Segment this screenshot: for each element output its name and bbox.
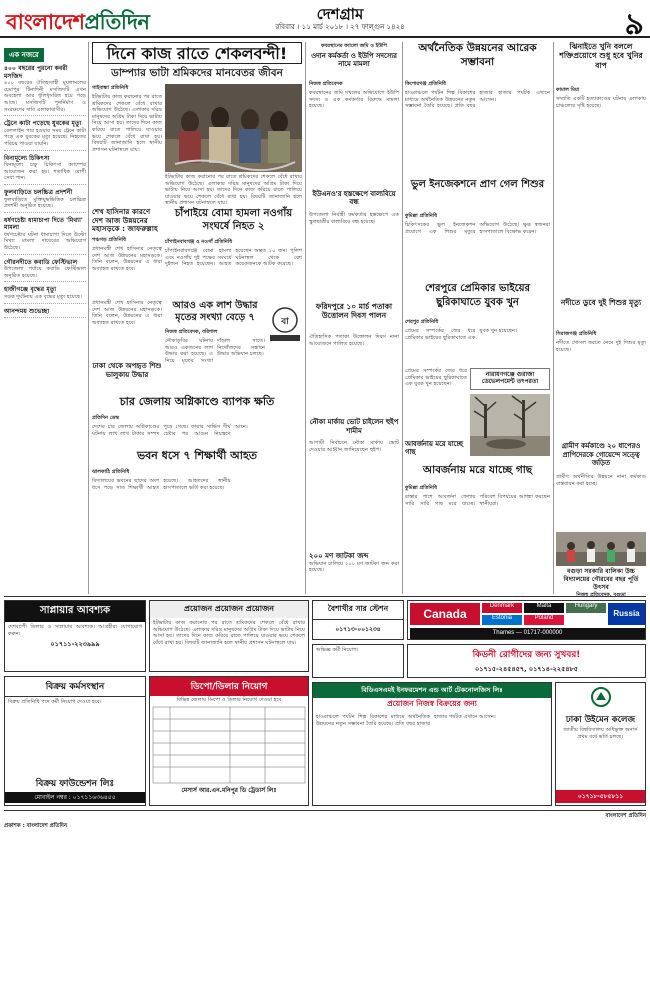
bogura-story[interactable] (556, 568, 646, 594)
lead-photo (165, 84, 302, 172)
ads-divider (4, 596, 646, 597)
lash-headline: আরও এক লাশ উদ্ধার মৃতের সংখ্যা বেড়ে ৭ (172, 300, 258, 323)
page-number: ৯ (624, 7, 644, 42)
ad-misc[interactable]: অভিজ্ঞ কর্মী নিয়োগ। (312, 644, 404, 678)
lead-subheadline-box (92, 66, 302, 82)
ad-supplier[interactable]: সাপ্লায়ার আবশ্যক দেশব্যাপী ডিলার ও সাপ্লায়ার আবশ্যক। আগ্রহীরা যোগাযোগ করুন। ০১৭১১-২২৩৯৯৯ (4, 600, 146, 672)
bhobon-story[interactable] (92, 446, 302, 466)
ek-nojore-item-body: বিনামূল্যে চক্ষু চিকিৎসা ক্যাম্পের আয়োজন করা হয়। শতাধিক রোগী সেবা পান। (4, 162, 86, 182)
agun-body-box: প্রতিদিন ডেস্ক দেশের চার জেলায় অগ্নিকাণ্ডের ঘটনায় লাখ লাখ টাকার সম্পদ পুড়ে গেছে। ফায়ার সার্ভিস দীর্ঘ চেষ্টার পর আগুন নিয়ন্ত্রণে আনে। (92, 415, 248, 437)
bogura-photo (556, 532, 646, 566)
tree-photo (470, 394, 550, 456)
ek-nojore-item-body: সড়ক দুর্ঘটনায় এক বৃদ্ধের মৃত্যু হয়েছে। (4, 294, 82, 301)
masthead (0, 0, 650, 42)
orthoniti-story[interactable] (405, 42, 550, 78)
ek-nojore-item-headline: আনন্দময় শুভেচ্ছা (4, 307, 50, 315)
brand-logo[interactable] (6, 6, 149, 41)
ad-bikroy-title: বিক্রয় কর্মসংস্থান (5, 677, 145, 697)
ek-nojore-item[interactable] (4, 65, 86, 116)
lead-headline: দিনে কাজ রাতে শেকলবন্দী! (106, 44, 288, 63)
agun-story[interactable] (92, 392, 302, 412)
aborjona-body-box: কুমিল্লা প্রতিনিধি রাস্তার পাশে আবর্জনা ফেলায় সারি সারি গাছ মরে যাচ্ছে। পরিবেশ বিপর্যয়ের আশঙ্কা করছেন স্থানীয়রা। (405, 485, 550, 507)
ad-solution[interactable]: বৈশাখীর সার স্টেশন ০১৭১৩-০০১২৩৪ (312, 600, 404, 640)
injection-story[interactable] (405, 178, 550, 210)
injection-body-box: কুমিল্লা প্রতিনিধি চিকিৎসকের ভুল ইনজেকশন প্রয়োগে এক শিশুর মৃত্যুর অভিযোগ উঠেছে। ক্ষুব্ধ স্বজনরা হাসপাতালে বিক্ষোভ করেন। (405, 213, 550, 235)
jatka-story[interactable]: ২০০ মণ জাটকা জব্দ অভিযান চালিয়ে ২০০ মণ জাটকা জব্দ করা হয়েছে। (309, 552, 399, 574)
grameen-body-box: গ্রামীণ অর্থনীতির উন্নয়নে নানা কর্মকাণ্ড বাস্তবায়ন করা হচ্ছে। (556, 474, 646, 487)
chapai-body-box: চাঁপাইনবাবগঞ্জ ও নওগাঁ প্রতিনিধি চাঁপাইনবাবগঞ্জে বোমা হামলা এবং নওগাঁয় দুই পক্ষের সংঘর্ষে দুইজন নিহত হয়েছেন। আহত হয়েছেন অন্তত ১০ জন। পুলিশ ঘটনাস্থল থেকে বেশ কয়েকজনকে আটক করেছে। (165, 239, 302, 268)
ek-nojore-item[interactable] (4, 259, 86, 283)
college-logo (556, 683, 645, 715)
nouka-story[interactable]: নৌকা মার্কায় ভোট চাইলেন হুইপ শামীম (309, 418, 399, 435)
aborjona-story[interactable]: আবর্জনায় মরে যাচ্ছে গাছ (405, 440, 463, 457)
footer (4, 812, 646, 829)
ad-bikroy-footer: বিক্রয় ফাউন্ডেশন লিঃ (35, 779, 115, 789)
hasina-story[interactable] (92, 208, 162, 234)
jhinaigati-body-box: কামাল মিয়া সম্প্রতি একটি হত্যাকাণ্ডের ঘটনায় এলাকায় চাঞ্চল্যের সৃষ্টি হয়েছে। (556, 87, 646, 109)
chapai-story[interactable] (165, 208, 302, 236)
ek-nojore-column (4, 42, 86, 592)
ad-dhaka-women[interactable]: ঢাকা উইমেন কলেজ জাতীয় বিশ্ববিদ্যালয় অধিভুক্ত অনার্স প্রথম বর্ষে ভর্তি চলছে। ০১৭১৮-৫৮৫৮১১ (555, 682, 646, 806)
lead-body-right: ইটভাটায় কাজ করানোর পর রাতে শ্রমিকদের শেকলে বেঁধে রাখার অভিযোগ উঠেছে। এলাকার দরিদ্র মানুষদের অগ্রিম টাকা দিয়ে ভাটায় নিয়ে আসা হয়। তাদের দিনে কাজ করিয়ে রাতে পালিয়ে যাওয়ার ভয়ে শেকলে বেঁধে রাখা হয়। বিষয়টি জানাজানি হলে স্থানীয় প্রশাসন ঘটনাস্থলে যায়। (165, 174, 302, 207)
lash-logo (268, 305, 302, 343)
ek-nojore-item-headline: গৌরনদীতে কবাডি ফেস্টিভাল (4, 258, 78, 266)
dhaka-shishu-story[interactable]: ঢাকা থেকে অপহৃত শিশু ভালুকায় উদ্ধার (92, 362, 162, 379)
kabor-headline: ওদান কর্মকর্তা ও ইউপি সদস্যের নামে মামলা (311, 52, 397, 69)
agun-headline: চার জেলায় অগ্নিকাণ্ডে ব্যাপক ক্ষতি (119, 395, 275, 408)
ek-nojore-item-headline: বিনামূল্যে চিকিৎসা (4, 154, 50, 162)
orthoniti-body-box: কিশোরগঞ্জ প্রতিনিধি হাওরাঞ্চলে পর্যটন শিল্প বিকাশের মাধ্যমে অর্থনৈতিক উন্নয়নের নতুন সম্ভাবনা তৈরি হয়েছে। প্রতি বছর হাজার হাজার পর্যটক এখানে আসেন। (405, 81, 550, 110)
footer-right: বাংলাদেশ প্রতিদিন (605, 813, 646, 819)
column-divider (553, 42, 554, 594)
nodi-story[interactable] (556, 298, 646, 328)
ukil-body-box: উপজেলা নির্বাহী কর্মকর্তার হস্তক্ষেপে এক স্কুলছাত্রীর বাল্যবিয়ে বন্ধ হয়েছে। (309, 212, 399, 225)
nouka-body-box: আগামী নির্বাচনে নৌকা মার্কায় ভোট দেওয়ার আহ্বান জানিয়েছেন হুইপ। (309, 440, 399, 453)
ek-nojore-item-headline: ট্রেনে কাটা পড়েছে যুবকের মৃত্যু (4, 120, 82, 128)
faridpur-body-box: ঐতিহাসিক পতাকা উত্তোলন দিবস নানা আয়োজনে পালিত হয়েছে। (309, 334, 399, 347)
ek-nojore-tag: এক নজরে (4, 48, 44, 62)
kabor-body-box: নিজস্ব প্রতিবেদক কবরস্থানের জমি দখলের অভিযোগে ইউপি সদস্য ও এক কর্মকর্তার বিরুদ্ধে মামলা হয়েছে। (309, 81, 399, 110)
column-divider (402, 42, 403, 594)
ad-bikroy-phone: মোবাইল নম্বর : ০১৭১১৬৩৬৪৫৫ (5, 792, 145, 803)
bhobon-headline: ভবন ধসে ৭ শিক্ষার্থী আহত (136, 449, 258, 462)
footer-left: প্রকাশক : বাংলাদেশ প্রতিদিন (4, 823, 68, 829)
ad-kidney-title: কিডনী রোগীদের জন্য সুখবর! (472, 650, 581, 660)
nodi-headline: নদীতে ডুবে দুই শিশুর মৃত্যু (560, 298, 642, 307)
ek-nojore-item-headline: ৪০০ বছরের পুরনো কবরী মসজিদ (4, 65, 68, 80)
ek-nojore-item[interactable] (4, 286, 86, 303)
ek-nojore-item-body: ধর্ষণচেষ্টার ঘটনা ধামাচাপা দিতে উল্টো মিথ্যা মামলা দায়েরের অভিযোগ উঠেছে। (4, 231, 86, 252)
bhobon-body-box: ঝালকাঠি প্রতিনিধি বিদ্যালয়ের ভবনের ছাদের অংশ ধসে পড়ে সাত শিক্ষার্থী আহত হয়েছে। আহতদের স্থানীয় হাসপাতালে ভর্তি করা হয়েছে। (92, 469, 231, 491)
dateline: রবিবার । ১১ মার্চ ২০১৮ । ২৭ ফাল্গুন ১৪২৪ (275, 23, 405, 31)
sherpur-body-box: শেরপুর প্রতিনিধি প্রেমের সম্পর্কের জের ধরে প্রেমিকার ভাইয়ের ছুরিকাঘাতে এক যুবক খুন হয়েছেন। (405, 319, 517, 341)
hasina-body-box: পঞ্চগড় প্রতিনিধি প্রধানমন্ত্রী শেখ হাসিনার নেতৃত্বে দেশ আজ উন্নয়নের মহাসড়কে। তিনি বলেন, উন্নয়নের এ ধারা অব্যাহত রাখতে হবে। (92, 237, 162, 272)
ek-nojore-item[interactable] (4, 120, 86, 150)
hasina-headline: শেখ হাসিনার কারণে দেশ আজ উন্নয়নের মহাসড়কে : জাফরুল্লাহ (92, 207, 158, 234)
ek-nojore-item[interactable] (4, 189, 86, 213)
ek-nojore-item-headline: ধর্ষণচেষ্টা ধামাচাপা দিতে 'মিথ্যা' মামলা (4, 216, 83, 232)
ek-nojore-item-body: ৪০০ বছরের ঐতিহ্যবাহী মুঘলামলের চেমাপুর টিনাদিনী মসজিদটি এখন অবহেলা আর ধূলিধূসরিত হয়ে পড়ে আছে। মসজিদটি পুনর্নির্মাণ ও সংরক্ষণের দাবি এলাকাবাসীর। (4, 80, 86, 113)
brand-suffix: প্রতিদিন (84, 10, 150, 34)
misc-story-left: প্রধানমন্ত্রী শেখ হাসিনার নেতৃত্বে দেশ আজ উন্নয়নের মহাসড়কে। তিনি বলেন, উন্নয়নের এ ধারা অব্যাহত রাখতে হবে। (92, 300, 162, 326)
edition-name: দেশগ্রাম (316, 5, 364, 23)
lead-subheadline: ডাম্প্যার ভাটা শ্রমিকদের মানবেতর জীবন (111, 67, 283, 79)
lash-body-box: নিজস্ব প্রতিবেদক, বরিশাল নৌকাডুবির ঘটনায় আরও একজনের লাশ উদ্ধার করা হয়েছে। এ নিয়ে মৃতের সংখ্যা দাঁড়াল সাতে। নিখোঁজদের সন্ধানে উদ্ধার অভিযান চলছে। (165, 329, 265, 364)
sidebox: নারায়ণগঞ্জে গুরাজা ডেভেলপমেন্ট তৎপরতা (470, 368, 550, 390)
ek-nojore-item-headline: হাজীগঞ্জে বৃদ্ধের মৃত্যু (4, 286, 57, 294)
sherpur-story[interactable] (405, 282, 550, 316)
jhinaigati-story[interactable] (556, 42, 646, 84)
ad-canada[interactable]: Canada Denmark Estonia Malta Poland Hungary Russia Thames — 01717-000000 (407, 600, 646, 640)
ek-nojore-list (4, 65, 86, 318)
nodi-body-box: সিরাজগঞ্জ প্রতিনিধি নদীতে গোসল করতে নেমে দুই শিশুর মৃত্যু হয়েছে। (556, 331, 646, 353)
ad-tenthtech[interactable]: প্রয়োজন প্রয়োজন প্রয়োজন ইটভাটায় কাজ করানোর পর রাতে শ্রমিকদের শেকলে বেঁধে রাখার অভিযোগ উঠেছে। এলাকার দরিদ্র মানুষদের অগ্রিম টাকা দিয়ে ভাটায় নিয়ে আসা হয়। তাদের দিনে কাজ করিয়ে রাতে পালিয়ে যাওয়ার ভয়ে শেকলে বেঁধে রাখা হয়। বিষয়টি জানাজানি হলে স্থানীয় প্রশাসন ঘটনাস্থলে যায়। (149, 600, 309, 672)
lead-byline: গাইবান্ধা প্রতিনিধি (92, 85, 129, 91)
ad-dipo[interactable]: ডিপো/ডিলার নিয়োগ বিভিন্ন জেলায় ডিপো ও ডিলার নিয়োগ দেওয়া হবে মেসার্স আর.এন.মনিপুর ডি ট্রেডার্স লিঃ (149, 676, 309, 806)
lash-story[interactable] (165, 300, 265, 326)
ukil-story[interactable]: ইউএনও'র হস্তক্ষেপে বাল্যবিয়ে বন্ধ (312, 190, 396, 207)
ad-supplier-title: সাপ্লায়ার আবশ্যক (5, 601, 145, 622)
orthoniti-headline: অর্থনৈতিক উন্নয়নের আরেক সম্ভাবনা (418, 42, 537, 68)
jhinaigati-headline: ঝিনাইতে খুনি বললে শক্তিপ্রয়োগে শুধু হবে খুনির বাপ (559, 42, 643, 70)
ad-dipo-table (150, 705, 308, 785)
ad-dhaka-women-title: ঢাকা উইমেন কলেজ (565, 715, 636, 725)
ad-bikroy[interactable]: বিক্রয় কর্মসংস্থান বিক্রয় প্রতিনিধি পদে কর্মী নিয়োগ দেওয়া হবে। বিক্রয় ফাউন্ডেশন লিঃ মোবাইল নম্বর : ০১৭১১৬৩৬৪৫৫ (4, 676, 146, 806)
aborjona-headline-box[interactable] (405, 460, 550, 482)
bogura-headline: বগুড়া সরকারি বালিকা উচ্চ বিদ্যালয়ের গৌরবের বছর পূর্তি উৎসব (563, 568, 639, 591)
ad-tikadar[interactable]: বিডিএসএমই ইনফরমেশন এন্ড আর্ট টেকনোলজিস লিঃ প্রয়োজন নিজস্ব বিক্রয়ের জন্য হাওরাঞ্চলে পর্যটন শিল্প বিকাশের মাধ্যমে অর্থনৈতিক উন্নয়নের নতুন সম্ভাবনা তৈরি হয়েছে। প্রতি বছর হাজার হাজার পর্যটক এখানে আসেন। (312, 682, 552, 806)
ek-nojore-item-body: রেললাইন পার হওয়ার সময় ট্রেনে কাটা পড়ে এক যুবকের মৃত্যু হয়েছে। নিহতের পরিচয় পাওয়া যায়নি। (4, 127, 86, 147)
sherpur-headline: শেরপুরে প্রেমিকার ভাইয়ের ছুরিকাঘাতে যুবক খুন (424, 283, 531, 308)
injection-headline: ভুল ইনজেকশনে প্রাণ গেল শিশুর (410, 179, 545, 190)
ad-dipo-title: ডিপো/ডিলার নিয়োগ (150, 677, 308, 696)
kabor-story[interactable]: কবরস্থানের ফ্যালো জমি ও ইউপি ওদান কর্মকর্তা ও ইউপি সদস্যের নামে মামলা (309, 42, 399, 78)
ek-nojore-item-headline: ফুলবাড়িতে চলচ্চিত্র প্রদর্শনী (4, 188, 73, 196)
brand-prefix: বাংলাদেশ (6, 10, 85, 34)
column-divider (305, 42, 306, 594)
ek-nojore-item-body: উপজেলা পর্যায়ে কবাডি ফেস্টিভাল অনুষ্ঠিত হয়েছে। (4, 266, 86, 279)
aborjona-headline: আবর্জনায় মরে যাচ্ছে গাছ (422, 464, 533, 476)
svg-text:বা: বা (281, 317, 289, 327)
ek-nojore-item-body: ফুলবাড়িতে মুক্তিযুদ্ধভিত্তিক চলচ্চিত্র প্রদর্শনী অনুষ্ঠিত হয়েছে। (4, 196, 86, 210)
sherpur-body-2: প্রেমের সম্পর্কের জের ধরে প্রেমিকার ভাইয়ের ছুরিকাঘাতে এক যুবক খুন হয়েছেন। (405, 368, 467, 388)
ad-kidney[interactable]: কিডনী রোগীদের জন্য সুখবর! ০১৭১৫-২৪৫৪৫৭, ০১৭১৪-২২৫৪৮৫ (407, 644, 646, 678)
lead-body: ইটভাটায় কাজ করানোর পর রাতে শ্রমিকদের শেকলে বেঁধে রাখার অভিযোগ উঠেছে। এলাকার দরিদ্র মানুষদের অগ্রিম টাকা দিয়ে ভাটায় নিয়ে আসা হয়। তাদের দিনে কাজ করিয়ে রাতে পালিয়ে যাওয়ার ভয়ে শেকলে বেঁধে রাখা হয়। বিষয়টি জানাজানি হলে স্থানীয় প্রশাসন ঘটনাস্থলে যায়। (92, 94, 162, 153)
ek-nojore-item[interactable] (4, 155, 86, 185)
ad-supplier-phone: ০১৭১১-২২৩৯৯৯ (50, 640, 100, 649)
lead-body-left (92, 84, 162, 206)
grameen-story[interactable]: গ্রামীণ কর্মকাণ্ডে ২০ ধাপেরও প্রাপিদেরকে গোয়েন্দে সত্ত্বে জড়িত (561, 442, 641, 468)
column-divider (88, 42, 89, 594)
footer-rule (4, 810, 646, 811)
ek-nojore-item[interactable] (4, 308, 86, 319)
faridpur-story[interactable]: ফরিদপুরে ১০ মার্চ পতাকা উত্তোলন দিবস পালন (315, 302, 393, 321)
ad-dipo-footer: মেসার্স আর.এন.মনিপুর ডি ট্রেডার্স লিঃ (181, 786, 277, 794)
lead-headline-box[interactable] (92, 42, 302, 64)
ek-nojore-item[interactable] (4, 217, 86, 255)
chapai-headline: চাঁপাইয়ে বোমা হামলা নওগাঁয় সংঘর্ষে নিহত ২ (174, 208, 293, 232)
